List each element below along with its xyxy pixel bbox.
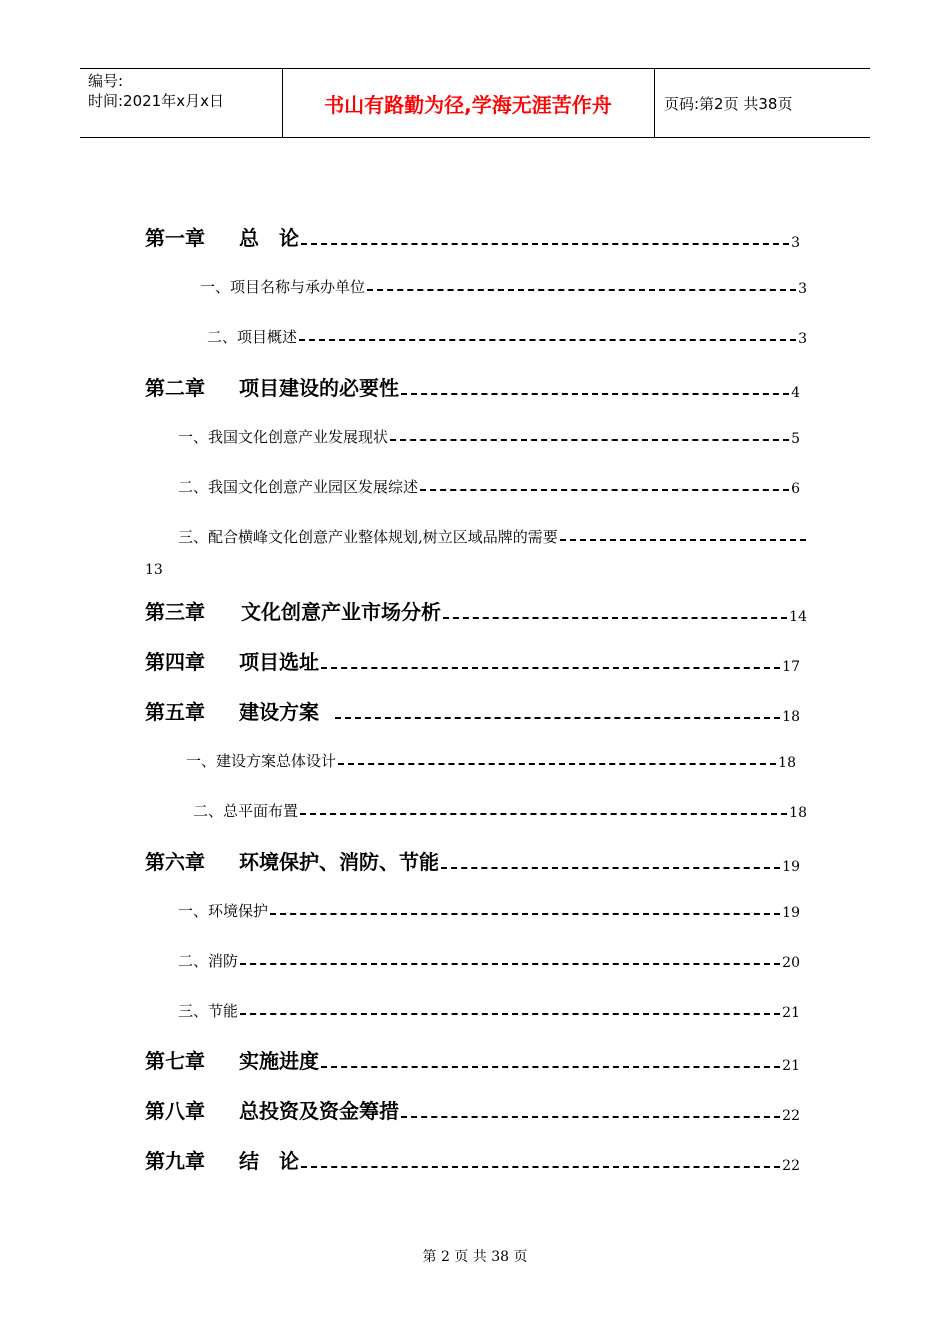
toc-chapter-number: 第七章: [145, 1049, 205, 1073]
toc-leader: [335, 717, 780, 719]
toc-page-number: 19: [782, 859, 800, 875]
toc-section-title: 三、配合横峰文化创意产业整体规划,树立区域品牌的需要: [178, 528, 558, 546]
toc-section[interactable]: [178, 476, 800, 497]
toc-section[interactable]: [200, 276, 807, 297]
toc-leader: [441, 867, 780, 869]
toc-chapter[interactable]: [145, 846, 800, 875]
toc-leader: [390, 439, 789, 441]
toc-page-number: 20: [782, 955, 800, 971]
toc-section[interactable]: [207, 326, 807, 347]
toc-chapter-number: 第八章: [145, 1099, 205, 1123]
toc-chapter-title: 实施进度: [239, 1049, 319, 1073]
toc-chapter[interactable]: [145, 372, 800, 401]
toc-chapter-title: 总投资及资金筹措: [239, 1099, 399, 1123]
toc-leader: [367, 289, 796, 291]
toc-page-number: 22: [782, 1108, 800, 1124]
header-page-info: 页码:第2页 共38页: [664, 94, 793, 113]
toc-leader: [270, 913, 780, 915]
toc-chapter-number: 第五章: [145, 700, 205, 724]
page-footer: 第 2 页 共 38 页: [422, 1249, 528, 1265]
toc-page-number: 3: [798, 281, 807, 297]
toc-leader: [301, 243, 789, 245]
toc-section[interactable]: [178, 426, 800, 447]
toc-section-title: 一、我国文化创意产业发展现状: [178, 428, 389, 446]
toc-page-number: 3: [791, 235, 800, 251]
toc-page-number: 4: [791, 385, 800, 401]
toc-page-number: 5: [791, 431, 800, 447]
toc-section-title: 三、节能: [178, 1002, 239, 1020]
toc-chapter[interactable]: [145, 1145, 800, 1174]
toc-page-number: 18: [782, 709, 800, 725]
toc-page-number: 22: [782, 1158, 800, 1174]
toc-chapter-number: 第九章: [145, 1149, 205, 1173]
toc-chapter[interactable]: [145, 646, 800, 675]
document-time: 时间:2021年x月x日: [88, 92, 224, 110]
toc-leader: [300, 813, 787, 815]
toc-page-number: 6: [791, 481, 800, 497]
toc-section[interactable]: [186, 750, 796, 771]
toc-page-number: 3: [798, 331, 807, 347]
toc-leader: [338, 763, 776, 765]
toc-chapter-number: 第二章: [145, 376, 205, 400]
toc-chapter[interactable]: [145, 1045, 800, 1074]
toc-chapter-title: 总 论: [239, 226, 299, 250]
toc-section-title: 二、项目概述: [207, 328, 298, 346]
toc-chapter[interactable]: [145, 1095, 800, 1124]
toc-leader: [321, 667, 780, 669]
toc-chapter[interactable]: [145, 696, 800, 725]
toc-chapter-title: 文化创意产业市场分析: [241, 600, 441, 624]
toc-leader: [240, 963, 780, 965]
toc-page-number: 17: [782, 659, 800, 675]
toc-section[interactable]: [178, 900, 800, 921]
toc-leader: [299, 339, 796, 341]
toc-section-title: 一、项目名称与承办单位: [200, 278, 366, 296]
toc-page-number: 18: [789, 805, 807, 821]
toc-leader: [401, 1116, 780, 1118]
toc-section-title: 一、环境保护: [178, 902, 269, 920]
toc-leader: [560, 539, 806, 541]
toc-chapter-title: 结 论: [239, 1149, 299, 1173]
toc-section-wrapped[interactable]: [178, 526, 806, 547]
toc-page-number: 13: [145, 562, 163, 578]
toc-chapter[interactable]: [145, 596, 807, 625]
toc-chapter-number: 第三章: [145, 600, 205, 624]
header-motto: 书山有路勤为径,学海无涯苦作舟: [324, 92, 612, 117]
toc-chapter[interactable]: [145, 222, 800, 251]
toc-leader: [401, 393, 789, 395]
toc-leader: [420, 489, 789, 491]
toc-chapter-title: 建设方案: [239, 700, 319, 724]
toc-section[interactable]: [193, 800, 807, 821]
toc-chapter-number: 第一章: [145, 226, 205, 250]
toc-chapter-title: 项目选址: [239, 650, 319, 674]
toc-page-number: 21: [782, 1005, 800, 1021]
toc-page-number: 21: [782, 1058, 800, 1074]
toc-page-number: 18: [778, 755, 796, 771]
toc-page-number: 19: [782, 905, 800, 921]
toc-section-title: 二、我国文化创意产业园区发展综述: [178, 478, 419, 496]
toc-leader: [321, 1066, 780, 1068]
document-number-label: 编号:: [88, 72, 124, 90]
toc-section-title: 二、消防: [178, 952, 239, 970]
toc-chapter-number: 第六章: [145, 850, 205, 874]
toc-section-title: 一、建设方案总体设计: [186, 752, 337, 770]
toc-leader: [443, 617, 787, 619]
toc-chapter-number: 第四章: [145, 650, 205, 674]
toc-section[interactable]: [178, 1000, 800, 1021]
toc-leader: [240, 1013, 780, 1015]
toc-chapter-title: 环境保护、消防、节能: [239, 850, 439, 874]
toc-section-title: 二、总平面布置: [193, 802, 299, 820]
toc-leader: [301, 1166, 780, 1168]
toc-chapter-title: 项目建设的必要性: [239, 376, 399, 400]
toc-section[interactable]: [178, 950, 800, 971]
toc-page-number: 14: [789, 609, 807, 625]
